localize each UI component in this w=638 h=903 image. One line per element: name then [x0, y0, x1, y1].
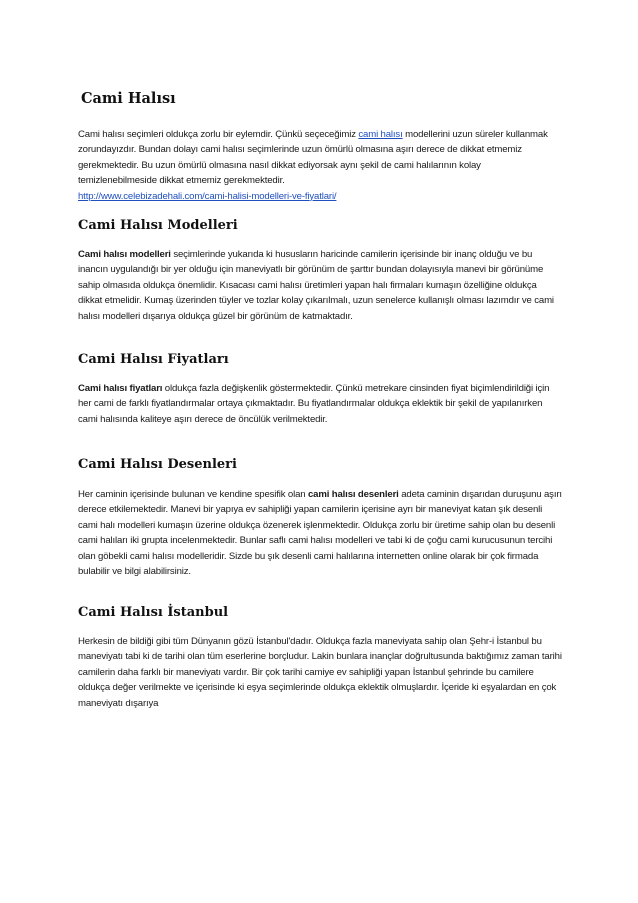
section-paragraph-desenleri	[78, 487, 562, 579]
source-url-link[interactable]: http://www.celebizadehali.com/cami-halisi-modelleri-ve-fiyatlari/	[78, 190, 337, 202]
paragraph-text: Herkesin de bildiği gibi tüm Dünyanın gözü İstanbul'dadır. Oldukça fazla maneviyata sahip olan Şehr-i İstanbul bu maneviyatı tabi ki de tarihi olan tüm eserlerine borçludur. Lakin bunlara inançlar doğrultusunda baktığımız zaman tarihi camilerin daha farklı bir maneviyatı vardır. Bir çok tarihi camiye ev sahipliği yapan İstanbul şehrinde bu camilere oldukça değer verilmekte ve içerisinde ki eşya seçimlerinde oldukça eklektik olmuşlardır. İçeride ki eşyalardan en çok maneviyatı dışarıya	[78, 636, 562, 709]
section-heading-fiyatlari: Cami Halısı Fiyatları	[78, 352, 229, 367]
paragraph-text: oldukça fazla değişkenlik göstermektedir. Çünkü metrekare cinsinden fiyat biçimlendirildiği için her cami de farklı fiyatlandırmalar ortaya çıkmaktadır. Bu fiyatlandırmalar oldukça eklektik bir şekil de yapılanırken cami halısında kaliteye aşırı derece de öncülük verilmektedir.	[78, 383, 550, 425]
section-paragraph-modelleri	[78, 247, 562, 324]
section-heading-desenleri: Cami Halısı Desenleri	[78, 457, 237, 472]
bold-keyword: Cami halısı fiyatları	[78, 383, 163, 394]
intro-text-1: Cami halısı seçimleri oldukça zorlu bir eylemdir. Çünkü seçeceğimiz	[78, 129, 359, 140]
section-paragraph-fiyatlari	[78, 381, 562, 427]
bold-keyword: Cami halısı modelleri	[78, 249, 171, 260]
bold-keyword: cami halısı desenleri	[307, 489, 399, 500]
page-title: Cami Halısı	[81, 90, 176, 107]
intro-text-2: modellerini uzun süreler kullanmak zorundayızdır. Bundan dolayı cami halısı seçimlerinde uzun ömürlü olmasına aşırı derece de dikkat etmemiz gerekmektedir. Bu uzun ömürlü olmasına nasıl dikkat ediyorsak aynı şekil de cami halılarının kolay temizlenebilmeside dikkat etmemiz gerekmektedir.	[78, 129, 548, 187]
paragraph-text: seçimlerinde yukarıda ki hususların haricinde camilerin içerisinde bir inanç olduğu ve bu inancın uygulandığı bir yer olduğu için maneviyatlı bir görünüm de şarttır bundan dolayısıyla manevi bir görünüme sahip olmasıda oldukça önemlidir. Kısacası cami halısı üretimleri yapan halı firmaları kumaşın özelliğine oldukça dikkat etmelidir. Kumaş üzerinden tüyler ve tozlar kolay çıkarılmalı, uzun senelerce kullanışlı olması lazımdır ve cami halısı modelleri dışarıya oldukça güzel bir görünüm de katmaktadır.	[78, 249, 554, 322]
intro-paragraph	[78, 127, 562, 204]
section-heading-istanbul: Cami Halısı İstanbul	[78, 605, 229, 620]
section-heading-modelleri: Cami Halısı Modelleri	[78, 218, 238, 233]
paragraph-text-before: Her caminin içerisinde bulunan ve kendine spesifik olan	[78, 489, 308, 500]
paragraph-text-after: adeta caminin dışarıdan duruşunu aşırı derece etkilemektedir. Manevi bir yapıya ev sahipliği yapan camilerin içerisine ayrı bir maneviyat katan şık desenli cami halı modelleri kumaşın üzerine oldukça özenerek işlenmektedir. Oldukça zorlu bir üretime sahip olan bu desenli cami halıları iki grupta incelenmektedir. Bunlar saflı cami halısı modelleri ve tabi ki de çoğu cami kurucusunun tercihi olan göbekli cami halısı modelleridir. Sizde bu şık desenli cami halılarına internetten online olarak bir çok firmada bulabilir ve bilgi alabilirsiniz.	[78, 489, 562, 578]
cami-halisi-link[interactable]: cami halısı	[358, 129, 403, 140]
section-paragraph-istanbul	[78, 634, 562, 711]
